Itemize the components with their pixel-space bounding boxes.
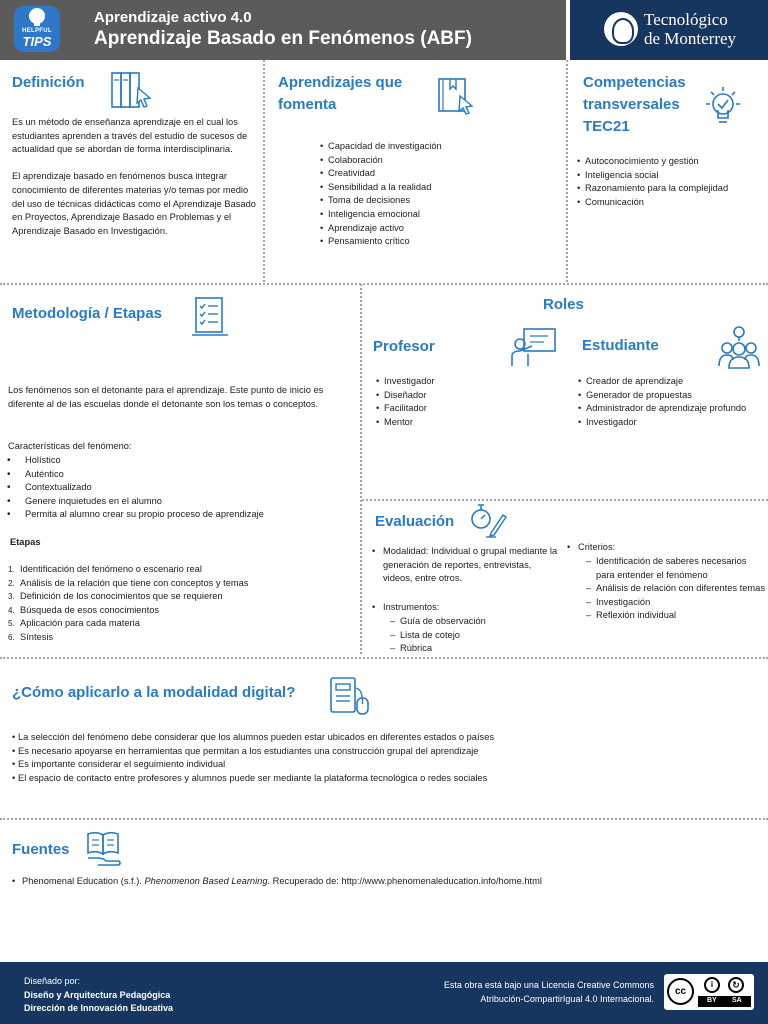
share-alike-icon: ↻: [728, 977, 744, 993]
aprendizajes-title-line2: fomenta: [278, 96, 337, 113]
footer-line2: Dirección de Innovación Educativa: [24, 1003, 174, 1013]
metodologia-title: Metodología / Etapas: [12, 305, 163, 322]
list-item: • Inteligencia emocional: [320, 208, 550, 222]
divider: [263, 60, 265, 282]
list-item: – Reflexión individual: [586, 609, 766, 623]
competencias-list: [577, 155, 767, 209]
divider: [0, 818, 768, 820]
list-item: • Auténtico: [7, 468, 352, 482]
list-item: • Contextualizado: [7, 481, 352, 495]
cc-by-label: BY: [707, 997, 717, 1004]
divider: [360, 284, 362, 654]
definicion-title: Definición: [12, 74, 85, 91]
etapas-label: Etapas: [10, 537, 41, 547]
footer-line1: Diseño y Arquitectura Pedagógica: [24, 990, 171, 1000]
open-book-hand-icon: [84, 828, 124, 868]
list-item: • Diseñador: [376, 389, 546, 403]
list-item: • Capacidad de investigación: [320, 140, 550, 154]
page-title: Aprendizaje Basado en Fenómenos (ABF): [94, 28, 472, 49]
fuentes-title: Fuentes: [12, 841, 70, 858]
page-header: [0, 0, 768, 60]
competencias-title-line3: TEC21: [583, 118, 630, 135]
evaluacion-title: Evaluación: [375, 513, 455, 530]
criterios-list: [567, 541, 757, 555]
lightbulb-icon: [29, 8, 45, 24]
list-item: • Inteligencia social: [577, 169, 767, 183]
etapa-text: Aplicación para cada materia: [20, 618, 140, 629]
list-item: [12, 875, 752, 889]
list-item: • Investigador: [376, 375, 546, 389]
divider: [566, 60, 568, 282]
cc-sa-label: SA: [732, 997, 742, 1004]
definicion-paragraph-2: El aprendizaje basado en fenómenos busca integrar conocimiento de diferentes materias y/o temas por medio del uso de técnicas didácticas como el Aprendizaje Basado en Proyectos, Aprendizaje Basado en Problemas y el Aprendizaje Basado en Investigación.: [12, 171, 256, 236]
list-item: • La selección del fenómeno debe considerar que los alumnos pueden estar ubicados en diferentes estados o países: [12, 731, 762, 745]
list-item: 1. Identificación del fenómeno o escenario real: [8, 564, 202, 574]
list-item: • Generador de propuestas: [578, 389, 758, 403]
roles-title: Roles: [543, 296, 584, 313]
metodologia-intro: Los fenómenos son el detonante para el aprendizaje. Este punto de inicio es diferente al de las escuelas donde el detonante son los temas o conceptos.: [8, 385, 324, 409]
page-footer: [0, 962, 768, 1024]
book-cursor-icon: [436, 76, 476, 116]
caracteristicas-list: [7, 454, 352, 522]
instrumentos-sublist: [390, 615, 560, 656]
tec-logo-icon: [604, 12, 638, 46]
reference-author: Phenomenal Education (s.f.).: [22, 876, 145, 886]
competencias-title-line2: transversales: [583, 96, 680, 113]
criterios-sublist: [586, 555, 766, 623]
list-item: – Investigación: [586, 596, 766, 610]
aprendizajes-title: [278, 72, 402, 116]
list-item: • Razonamiento para la complejidad: [577, 182, 767, 196]
aprendizajes-list: [320, 140, 550, 249]
list-item: • Instrumentos:: [372, 601, 562, 615]
etapa-text: Síntesis: [20, 631, 54, 642]
cc-label-bar: [698, 996, 751, 1007]
list-item: • Holístico: [7, 454, 352, 468]
digital-list: [12, 731, 762, 785]
divider: [362, 499, 768, 501]
list-item: • Permita al alumno crear su propio proceso de aprendizaje: [7, 508, 352, 522]
books-icon: [110, 70, 154, 112]
etapa-text: Identificación del fenómeno o escenario real: [20, 564, 202, 574]
definicion-paragraph-1: Es un método de enseñanza aprendizaje en el cual los estudiantes aprenden a través del estudio de sucesos de actualidad que se abordan de forma interdisciplinaria.: [12, 117, 248, 155]
reference-title: Phenomenon Based Learning.: [144, 876, 271, 886]
list-item: – Lista de cotejo: [390, 629, 560, 643]
checklist-icon: [190, 296, 232, 338]
list-item: • El espacio de contacto entre profesores y alumnos puede ser mediante la plataforma tecnológica o redes sociales: [12, 772, 762, 786]
list-item: – Rúbrica: [390, 642, 560, 656]
cc-license-icon: [664, 974, 754, 1010]
list-item: • Colaboración: [320, 154, 550, 168]
list-item: • Genere inquietudes en el alumno: [7, 495, 352, 509]
list-item: • Modalidad: Individual o grupal mediante la generación de reportes, entrevistas, videos, entre otros.: [372, 545, 562, 586]
list-item: 2. Análisis de la relación que tiene con conceptos y temas: [8, 577, 249, 588]
list-item: • Comunicación: [577, 196, 767, 210]
divider: [0, 283, 768, 285]
list-item: • Investigador: [578, 416, 758, 430]
list-item: 4. Búsqueda de esos conocimientos: [8, 604, 160, 615]
competencias-title-line1: Competencias: [583, 74, 686, 91]
etapas-list: [8, 563, 353, 645]
reference-url: Recuperado de: http://www.phenomenaleducation.info/home.html: [270, 876, 542, 886]
cc-icon: cc: [667, 978, 694, 1005]
aprendizajes-title-line1: Aprendizajes que: [278, 74, 403, 91]
footer-label: Diseñado por:: [24, 976, 81, 986]
definicion-text: [12, 116, 262, 238]
list-item: 3. Definición de los conocimientos que se requieren: [8, 591, 223, 602]
badge-line1: HELPFUL: [22, 28, 52, 34]
estudiante-title: Estudiante: [582, 337, 659, 354]
digital-title: ¿Cómo aplicarlo a la modalidad digital?: [12, 684, 296, 701]
list-item: • Es importante considerar el seguimiento individual: [12, 758, 762, 772]
list-item: • Aprendizaje activo: [320, 222, 550, 236]
list-item: – Identificación de saberes necesarios para entender el fenómeno: [586, 555, 766, 582]
etapa-text: Definición de los conocimientos que se requieren: [20, 591, 223, 602]
logo-line1: Tecnológico: [644, 10, 728, 29]
competencias-title: [583, 72, 686, 138]
page-subtitle: Aprendizaje activo 4.0: [94, 9, 252, 26]
stopwatch-pencil-icon: [466, 501, 508, 541]
idea-icon: [700, 84, 746, 130]
list-item: – Guía de observación: [390, 615, 560, 629]
estudiante-list: [578, 375, 758, 429]
helpful-tips-badge: [14, 6, 60, 52]
list-item: – Análisis de relación con diferentes temas: [586, 582, 766, 596]
logo-line2: de Monterrey: [644, 29, 737, 48]
list-item: • Creador de aprendizaje: [578, 375, 758, 389]
list-item: 6. Síntesis: [8, 631, 54, 642]
list-item: 5. Aplicación para cada materia: [8, 618, 140, 629]
profesor-title: Profesor: [373, 338, 435, 355]
list-item: • Facilitador: [376, 402, 546, 416]
profesor-list: [376, 375, 546, 429]
list-item: • Sensibilidad a la realidad: [320, 181, 550, 195]
license-line1: Esta obra está bajo una Licencia Creative Commons: [443, 980, 654, 990]
teacher-icon: [510, 326, 558, 368]
list-item: • Criterios:: [567, 541, 757, 555]
divider: [0, 657, 768, 659]
computer-icon: [328, 672, 372, 718]
fuentes-list: [12, 875, 752, 889]
list-item: • Administrador de aprendizaje profundo: [578, 402, 758, 416]
etapa-text: Análisis de la relación que tiene con conceptos y temas: [20, 577, 249, 588]
list-item: • Autoconocimiento y gestión: [577, 155, 767, 169]
list-item: • Pensamiento crítico: [320, 235, 550, 249]
etapa-text: Búsqueda de esos conocimientos: [20, 604, 160, 615]
list-item: • Mentor: [376, 416, 546, 430]
badge-line2: TIPS: [22, 34, 52, 49]
list-item: • Es necesario apoyarse en herramientas que permitan a los estudiantes una construcción grupal del aprendizaje: [12, 745, 762, 759]
list-item: • Creatividad: [320, 167, 550, 181]
license-line2: Atribución-CompartirIgual 4.0 Internacional.: [480, 994, 654, 1004]
attribution-icon: i: [704, 977, 720, 993]
caracteristicas-label: Características del fenómeno:: [8, 441, 132, 451]
instrumentos-list: [372, 601, 562, 615]
students-icon: [716, 324, 762, 370]
list-item: • Toma de decisiones: [320, 194, 550, 208]
modalidad-list: [372, 545, 562, 586]
